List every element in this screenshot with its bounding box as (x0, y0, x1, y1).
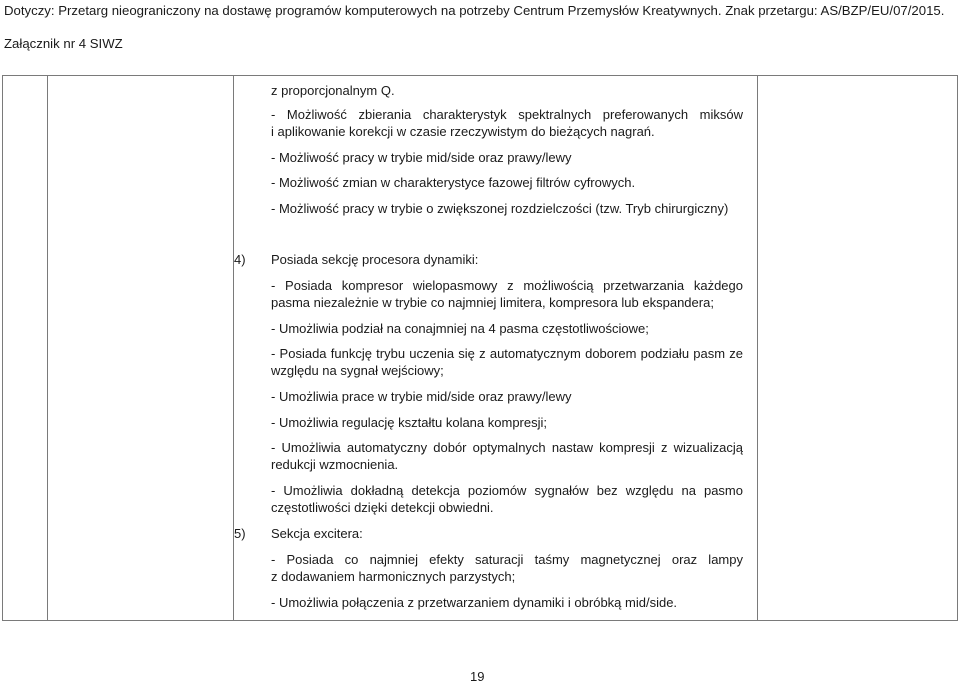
spec-line: - Umożliwia połączenia z przetwarzaniem dynamiki i obróbką mid/side. (271, 595, 678, 610)
spec-line: - Posiada co najmniej efekty saturacji taśmy magnetycznej oraz lampy (271, 552, 743, 567)
spec-line: - Możliwość pracy w trybie mid/side oraz prawy/lewy (271, 150, 572, 165)
spec-line: - Umożliwia podział na conajmniej na 4 pasma częstotliwościowe; (271, 321, 649, 336)
section-number: 5) (234, 526, 246, 541)
spec-line: redukcji wzmocnienia. (271, 457, 399, 472)
table-column-divider (757, 76, 758, 620)
document-header: Dotyczy: Przetarg nieograniczony na dostawę programów komputerowych na potrzeby Centrum Przemysłów Kreatywnych. Znak przetargu: AS/BZP/EU/07/2015. (4, 3, 945, 18)
spec-line: z dodawaniem harmonicznych parzystych; (271, 569, 516, 584)
spec-line: - Umożliwia regulację kształtu kolana kompresji; (271, 415, 547, 430)
spec-line: częstotliwości dzięki detekcji obwiedni. (271, 500, 494, 515)
spec-line: - Umożliwia dokładną detekcja poziomów sygnałów bez względu na pasmo (271, 483, 743, 498)
spec-line: względu na sygnał wejściowy; (271, 363, 444, 378)
table-column-divider (47, 76, 48, 620)
spec-line: - Posiada kompresor wielopasmowy z możliwością przetwarzania każdego (271, 278, 743, 293)
spec-line: - Umożliwia automatyczny dobór optymalnych nastaw kompresji z wizualizacją (271, 440, 743, 455)
spec-line: - Posiada funkcję trybu uczenia się z automatycznym doborem podziału pasm ze (271, 346, 743, 361)
spec-line: i aplikowanie korekcji w czasie rzeczywistym do bieżących nagrań. (271, 124, 655, 139)
spec-line: - Umożliwia prace w trybie mid/side oraz prawy/lewy (271, 389, 572, 404)
spec-line: pasma niezależnie w trybie co najmniej limitera, kompresora lub ekspandera; (271, 295, 714, 310)
spec-line: - Możliwość zmian w charakterystyce fazowej filtrów cyfrowych. (271, 175, 636, 190)
section-number: 4) (234, 252, 246, 267)
section-title: Posiada sekcję procesora dynamiki: (271, 252, 479, 267)
spec-line: - Możliwość pracy w trybie o zwiększonej rozdzielczości (tzw. Tryb chirurgiczny) (271, 201, 729, 216)
spec-line: z proporcjonalnym Q. (271, 83, 395, 98)
spec-line: - Możliwość zbierania charakterystyk spektralnych preferowanych miksów (271, 107, 743, 122)
page-number: 19 (470, 669, 485, 684)
annex-label: Załącznik nr 4 SIWZ (4, 36, 123, 51)
section-title: Sekcja excitera: (271, 526, 363, 541)
